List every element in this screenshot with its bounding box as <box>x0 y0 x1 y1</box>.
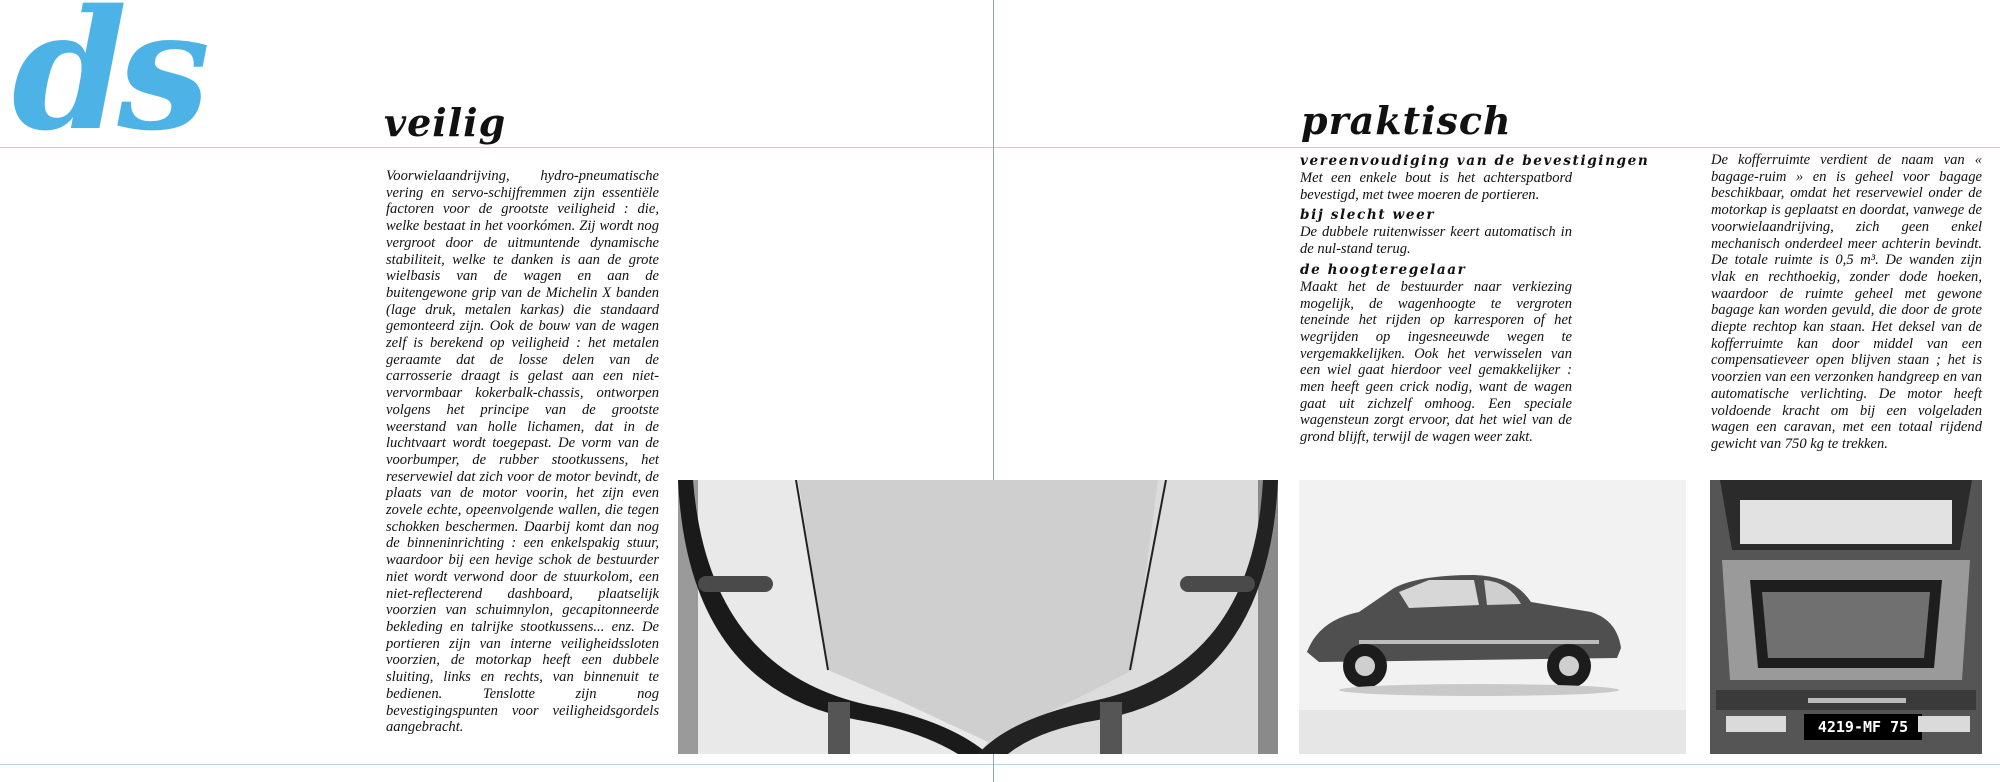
section-title: bij slecht weer <box>1300 207 1436 224</box>
practical-column <box>1300 152 1650 449</box>
section-bad-weather <box>1300 206 1572 257</box>
ds-logo: ds <box>12 0 201 167</box>
section-body: Maakt het de bestuurder naar verkiezing mogelijk, de wagenhoogte te vergroten teneinde het rijden op karresporen of het wegrijden op ingesneeuwde wegen te vergemakkelijken. Ook het verwisselen van een wiel gaat hierdoor veel gemakkelijker : men heeft geen crick nodig, want de wagen gaat uit zichzelf omhoog. Een speciale wagensteun zorgt ervoor, dat het wiel van de grond blijft, terwijl de wagen weer zakt. <box>1300 278 1572 446</box>
section-height-control <box>1300 261 1572 446</box>
section-body: De dubbele ruitenwisser keert automatisch in de nul-stand terug. <box>1300 224 1572 258</box>
heading-veilig: veilig <box>384 100 507 145</box>
safety-body: Voorwielaandrijving, hydro-pneumatische vering en servo-schijfremmen zijn essentiële factoren voor de grootste veiligheid : die, welke bestaat in het voorkómen. Zij wordt nog vergroot door de uitmuntende dynamische stabiliteit, welke te danken is aan de grote wielbasis van de wagen en aan de buitengewone grip van de Michelin X banden (lage druk, metalen karkas) die standaard gemonteerd zijn. Ook de bouw van de wagen zelf is berekend op veiligheid : het metalen geraamte dat de losse delen van de carrosserie draagt is gelast aan een niet-vervormbaar kokerbalk-chassis, ontworpen volgens het principe van de grootste weerstand van holle lichamen, dat in de luchtvaart wordt toegepast. De vorm van de voorbumper, de rubber stootkussens, het reservewiel dat zich voor de motor bevindt, de plaats van de motor voorin, het zijn even zovele echte, opeenvolgende wallen, die tegen schokken beschermen. Daarbij komt dan nog de binneninrichting : een enkelspakig stuur, waardoor bij een hevige schok de bestuurder niet wordt verwond door de stuurkolom, een niet-reflecterend dashboard, plaatselijk voorzien van schuimnylon, gecapitonneerde bekleding en talrijke stootkussens... enz. De portieren zijn van interne veiligheidssloten voorzien, de motorkap heeft een dubbele sluiting, links en rechts, van binnenuit te bedienen. Tenslotte zijn nog bevestigingspunten voor veiligheidsgordels aangebracht. <box>386 168 659 736</box>
section-title: vereenvoudiging van de bevestigingen <box>1300 153 1650 169</box>
car-side-photo <box>1299 480 1686 754</box>
section-title: de hoogteregelaar <box>1300 261 1467 278</box>
section-fastenings <box>1300 152 1650 203</box>
safety-text-column <box>386 168 659 736</box>
license-plate: 4219-MF 75 <box>1817 718 1909 736</box>
heading-praktisch: praktisch <box>1301 98 1512 143</box>
top-rule <box>0 147 2000 148</box>
section-body: Met een enkele bout is het achterspatbord bevestigd, met twee moeren de portieren. <box>1300 170 1572 203</box>
trunk-text-column <box>1711 152 1982 453</box>
bottom-rule <box>0 764 2000 765</box>
trunk-body: De kofferruimte verdient de naam van « bagage-ruim » en is geheel voor bagage beschikbaar, omdat het reservewiel onder de motorkap is geplaatst en doordat, vanwege de voorwielaandrijving, zich geen enkel mechanisch onderdeel meer achterin bevindt. De totale ruimte is 0,5 m³. De wanden zijn vlak en rechthoekig, zonder dode hoeken, waardoor de ruimte geheel met gewone bagage kan worden gevuld, die door de grote diepte rechtop kan staan. Het deksel van de kofferruimte kan door middel van een compensatieveer open blijven staan ; het is voorzien van een verzonken handgreep en van automatische verlichting. De motor heeft voldoende kracht om bij een volgeladen wagen een caravan, met een totaal rijdend gewicht van 750 kg te trekken. <box>1711 152 1982 452</box>
bumper-photo <box>678 480 1278 754</box>
trunk-photo <box>1710 480 1982 754</box>
